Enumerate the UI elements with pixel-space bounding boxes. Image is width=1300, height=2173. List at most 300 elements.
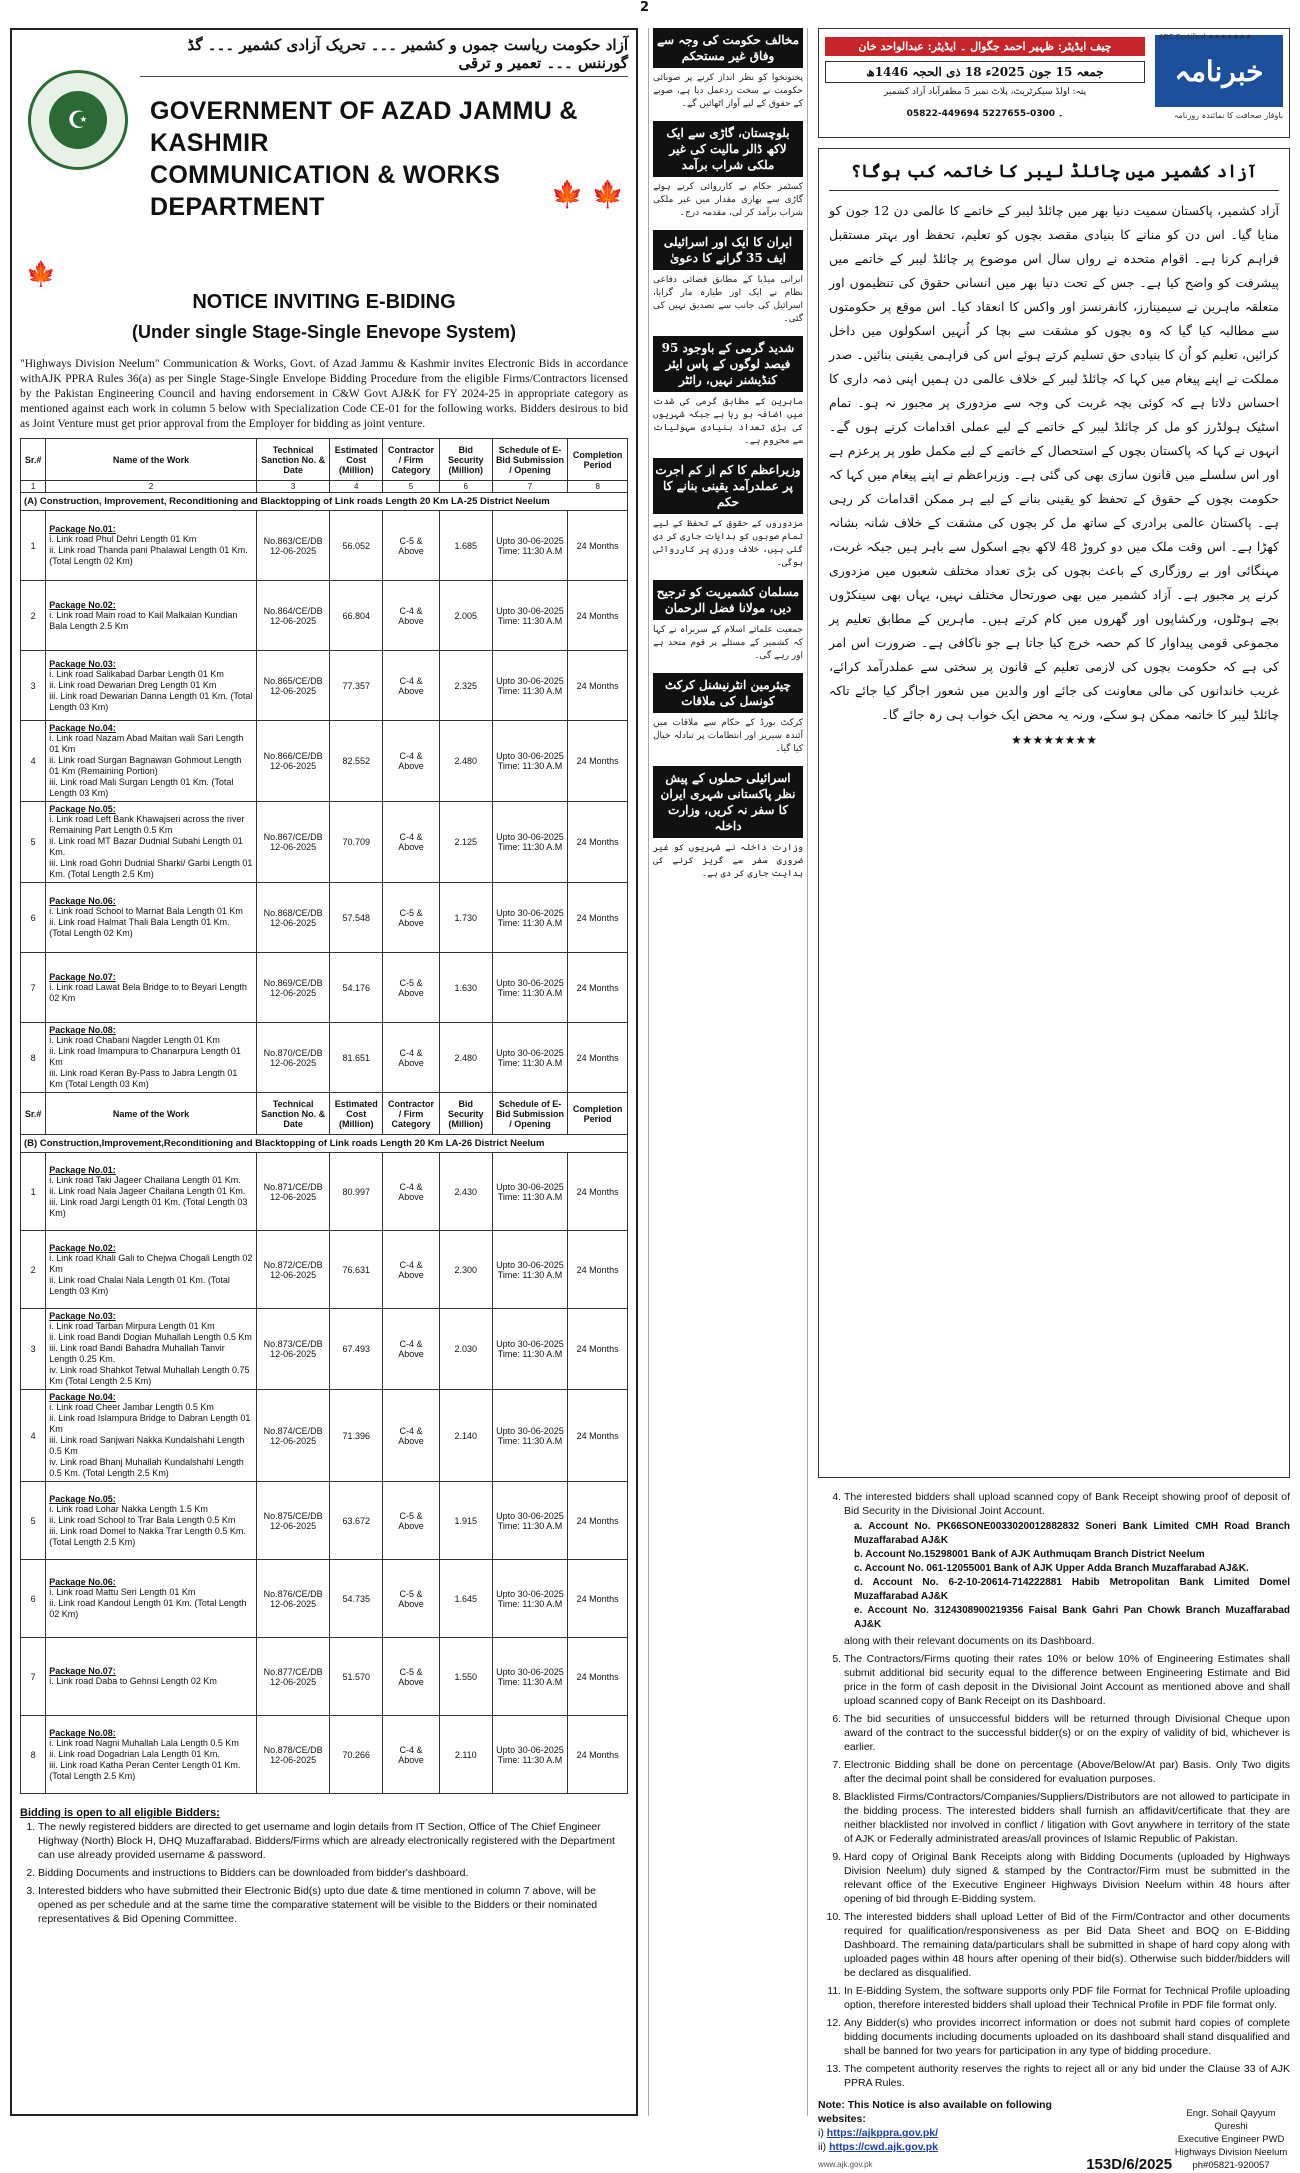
package-line: iii. Link road Mali Surgan Length 01 Km. (Total Length 03 Km): [49, 777, 234, 798]
abc-certified-badge: ABC Certified ★★★★★★★: [1159, 33, 1252, 41]
security-cell: 2.110: [439, 1716, 492, 1794]
newspaper-logo: خبرنامہ: [1155, 35, 1283, 107]
sr-cell: 8: [21, 1716, 46, 1794]
package-line: iii. Link road Keran By-Pass to Jabra Length 01 Km (Total Length 03 Km): [49, 1068, 238, 1089]
news-body: پختونخوا کو نظر انداز کرنے پر صوبائی حکومت نے سخت ردعمل دیا ہے، صوبے کے حقوق کے لیے آواز اٹھائیں گے۔: [653, 73, 803, 109]
period-cell: 24 Months: [568, 883, 628, 953]
editor-line: چیف ایڈیٹر: ظہیر احمد جگوال ۔ ایڈیٹر: عبدالواحد خان: [825, 37, 1145, 56]
sanction-cell: No.870/CE/DB 12-06-2025: [256, 1023, 330, 1093]
package-line: i. Link road Khali Gali to Chejwa Chogali Length 02 Km: [49, 1252, 253, 1274]
period-cell: 24 Months: [568, 1153, 628, 1231]
sr-cell: 8: [21, 1023, 46, 1093]
col-sr: Sr.#: [21, 439, 46, 481]
sr-cell: 2: [21, 1231, 46, 1309]
table-row: [21, 1390, 628, 1482]
news-headline: وزیراعظم کا کم از کم اجرت پر عملدرآمد یقینی بنانے کا حکم: [653, 458, 803, 514]
condition-item: 5. The Contractors/Firms quoting their rates 10% or below 10% of Engineering Estimates shall submit additional bid security equal to the difference between Engineering Estimate and Bid price in the form of cash deposit in the Divisional Joint Account as mentioned above and shall upload scanned copy of Bank Receipt on its Dashboard.: [844, 1652, 1290, 1708]
news-body: کرکٹ بورڈ کے حکام سے ملاقات میں آئندہ سیریز اور انتظامات پر تبادلہ خیال کیا گیا۔: [653, 718, 803, 754]
condition-item: 12. Any Bidder(s) who provides incorrect information or does not submit hard copies of complete bidding documents including documents uploaded on its dashboard shall stand disqualified and shall be banned for two years for participation in any type of bidding procedure.: [844, 2016, 1290, 2058]
signature-block: [1172, 2107, 1290, 2172]
package-line: i. Link road Lohar Nakka Length 1.5 Km: [49, 1503, 208, 1514]
cost-cell: 80.997: [330, 1153, 383, 1231]
security-cell: 1.685: [439, 511, 492, 581]
news-item: [653, 230, 803, 326]
ajkppra-link[interactable]: https://ajkppra.gov.pk/: [826, 2127, 938, 2139]
works-table: Sr.# Name of the Work Technical Sanction No. & Date Estimated Cost (Million) Contractor / Firm Category Bid Security (Million) Schedule of E-Bid Submission / Opening Completion Period 1 2 3 4 5 6 7 8 (A) Construction, Improvement, Reconditioning and Blacktopping of Link roads Length 20 Km LA-25 District Neelum 1 Package No.01: i. Link road Phul Dehri Length 01 Km ii. Link road Thanda pani Phalawal Length 01 Km. (Total Length 02 Km) No.863/CE/DB 12-06-2025 56.052 C-5 & Above 1.685 Upto 30-06-2025 Time: 11:30 A.M 24 Months 2 Package No.02: i. Link road Main road to Kail Malkalan Kundian Bala Length 2.5 Km No.864/CE/DB 12-06-2025 66.804 C-4 & Above 2.005 Upto 30-06-2025 Time: 11:30 A.M 24 Months 3 Package No.03: i. Link road Salikabad Darbar Length 01 Km ii. Link road Dewarian Dreg Length 01 Km iii. Link road Dewarian Danna Length 01 Km. (Total Length 03 Km) No.865/CE/DB 12-06-2025 77.357 C-4 & Above 2.325 Upto 30-06-2025 Time: 11:30 A.M 24 Months 4 Package No.04: i. Link road Nazam Abad Maitan wali Sari Length 01 Km ii. Link road Surgan Bagnawan Gohmout Length 01 Km (Remaining Portion) iii. Link road Mali Surgan Length 01 Km. (Total Length 03 Km) No.866/CE/DB 12-06-2025 82.552 C-4 & Above 2.480 Upto 30-06-2025 Time: 11:30 A.M 24 Months 5 Package No.05: i. Link road Left Bank Khawajseri across the river Remaining Part Length 0.5 Km ii. Link road MT Bazar Dudnial Subahi Length 01 Km. iii. Link road Gohri Dudnial Sharki/ Garbi Length 01 Km. (Total Length 2.5 Km) No.867/CE/DB 12-06-2025 70.709 C-4 & Above 2.125 Upto 30-06-2025 Time: 11:30 A.M 24 Months 6 Package No.06: i. Link road School to Marnat Bala Length 01 Km ii. Link road Halmat Thali Bala Length 01 Km. (Total Length 02 Km) No.868/CE/DB 12-06-2025 57.548 C-5 & Above 1.730 Upto 30-06-2025 Time: 11:30 A.M 24 Months 7 Package No.07: i. Link road Lawat Bela Bridge to to Beyari Length 02 Km No.869/CE/DB 12-06-2025 54.176 C-5 & Above 1.630 Upto 30-06-2025 Time: 11:30 A.M 24 Months 8 Package No.08: i. Link road Chabani Nagder Length 01 Km ii. Link road Imampura to Chanarpura Length 01 Km iii. Link road Keran By-Pass to Jabra Length 01 Km (Total Length 03 Km) No.870/CE/DB 12-06-2025 81.651 C-4 & Above 2.480 Upto 30-06-2025 Time: 11:30 A.M 24 Months Sr.# Name of the Work Technical Sanction No. & Date Estimated Cost (Million) Contractor / Firm Category Bid Security (Million) Schedule of E-Bid Submission / Opening Completion Period (B) Construction,Improvement,Reconditioning and Blacktopping of Link roads Length 20 Km LA-26 District Neelum 1 Package No.01: i. Link road Taki Jageer Chailana Length 01 Km. ii. Link road Nala Jageer Chailana Length 01 Km. iii. Link road Jargi Length 01 Km. (Total Length 03 Km) No.871/CE/DB 12-06-2025 80.997 C-4 & Above 2.430 Upto 30-06-2025 Time: 11:30 A.M 24 Months 2 Package No.02: i. Link road Khali Gali to Chejwa Chogali Length 02 Km ii. Link road Chalai Nala Length 01 Km. (Total Length 03 Km) No.872/CE/DB 12-06-2025 76.631 C-4 & Above 2.300 Upto 30-06-2025 Time: 11:30 A.M 24 Months 3 Package No.03: i. Link road Tarban Mirpura Length 01 Km ii. Link road Bandi Dogian Muhallah Length 0.5 Km iii. Link road Bandi Bahadra Muhallah Tanvir Length 0.25 Km. iv. Link road Shahkot Tetwal Muhallah Length 0.75 Km (Total Length 2.5 Km) No.873/CE/DB 12-06-2025 67.493 C-4 & Above 2.030 Upto 30-06-2025 Time: 11:30 A.M 24 Months 4 Package No.04: i. Link road Cheer Jambar Length 0.5 Km ii. Link road Islampura Bridge to Dabran Length 01 Km iii. Link road Sanjwari Nakka Kundalshahi Length 0.5 Km iv. Link road Bhanj Muhallah Kundalshahi Length 0.5 Km. (Total Length 2.5 Km) No.874/CE/DB 12-06-2025 71.396 C-4 & Above 2.140 Upto 30-06-2025 Time: 11:30 A.M 24 Months 5 Package No.05: i. Link road Lohar Nakka Length 1.5 Km ii. Link road School to Trar Bala Length 0.5 Km iii. Link road Domel to Nakka Trar Length 0.5 Km. (Total Length 2.5 Km) No.875/CE/DB 12-06-2025 63.672 C-5 & Above 1.915 Upto 30-06-2025 Time: 11:30 A.M 24 Months 6 Package No.06: i. Link road Mattu Seri Length 01 Km ii. Link road Kandoul Length 01 Km. (Total Length 02 Km) No.876/CE/DB 12-06-2025 54.735 C-5 & Above 1.645 Upto 30-06-2025 Time: 11:30 A.M 24 Months 7 Package No.07: i. Link road Daba to Gehnsi Length 02 Km No.877/CE/DB 12-06-2025 51.570 C-5 & Above 1.550 Upto 30-06-2025 Time: 11:30 A.M 24 Months 8 Package No.08: i. Link road Nagni Muhallah Lala Length 0.5 Km ii. Link road Dogadrian Lala Length 01 Km. iii. Link road Katha Peran Center Length 01 Km. (Total Length 2.5 Km) No.878/CE/DB 12-06-2025 70.266 C-4 & Above 2.110 Upto 30-06-2025 Time: 11:30 A.M 24 Months: [20, 438, 628, 1794]
notice-footer: Note: This Notice is also available on following websites: i) https://ajkppra.gov.pk/ ii) https://cwd.ajk.gov.pk www.ajk.gov.pk 153D/6/2025 Engr. Sohail Qayyum Qureshi Executive Engineer PWD Highways Division Neelum ph#05821-920057: [818, 2098, 1290, 2172]
sr-cell: 3: [21, 1309, 46, 1390]
col-schedule: Schedule of E-Bid Submission / Opening: [492, 1093, 568, 1135]
bidding-eligibility: [20, 1806, 628, 1926]
table-row: [21, 953, 628, 1023]
period-cell: 24 Months: [568, 1023, 628, 1093]
cost-cell: 51.570: [330, 1638, 383, 1716]
cost-cell: 71.396: [330, 1390, 383, 1482]
condition-item: 11. In E-Bidding System, the software supports only PDF file Format for Technical Profile uploading option, therefore interested bidders shall upload their Technical Profile in PDF file format only.: [844, 1984, 1290, 2012]
issue-date: جمعہ 15 جون 2025ء 18 ذی الحجہ 1446ھ: [825, 61, 1145, 83]
package-title: Package No.04:: [49, 1392, 116, 1402]
bidding-points: [20, 1820, 628, 1926]
sanction-cell: No.875/CE/DB 12-06-2025: [256, 1482, 330, 1560]
period-cell: 24 Months: [568, 581, 628, 651]
category-cell: C-4 & Above: [383, 1231, 440, 1309]
condition-item: 6. The bid securities of unsuccessful bidders will be returned through Divisional Cheque upon award of the contract to the successful bidder(s) or on the expiry of validity of bid, whichever is earlier.: [844, 1712, 1290, 1754]
sanction-cell: No.865/CE/DB 12-06-2025: [256, 651, 330, 721]
table-row: [21, 1638, 628, 1716]
cost-cell: 70.266: [330, 1716, 383, 1794]
bank-account: e. Account No. 3124308900219356 Faisal Bank Gahri Pan Chowk Branch Muzaffarabad AJ&K: [854, 1605, 1290, 1630]
col-cost: Estimated Cost (Million): [330, 439, 383, 481]
sr-cell: 5: [21, 1482, 46, 1560]
package-line: i. Link road Phul Dehri Length 01 Km: [49, 534, 197, 544]
sanction-cell: No.871/CE/DB 12-06-2025: [256, 1153, 330, 1231]
websites-note: Note: This Notice is also available on following websites:: [818, 2099, 1052, 2125]
cost-cell: 54.176: [330, 953, 383, 1023]
sr-cell: 7: [21, 953, 46, 1023]
category-cell: C-5 & Above: [383, 511, 440, 581]
table-row: [21, 802, 628, 883]
news-item: [653, 121, 803, 220]
news-headline: اسرائیلی حملوں کے پیش نظر پاکستانی شہری ایران کا سفر نہ کریں، وزارت داخلہ: [653, 766, 803, 838]
package-line: ii. Link road MT Bazar Dudnial Subahi Length 01 Km.: [49, 836, 243, 857]
sr-cell: 3: [21, 651, 46, 721]
schedule-cell: Upto 30-06-2025 Time: 11:30 A.M: [492, 802, 568, 883]
security-cell: 1.645: [439, 1560, 492, 1638]
package-line: ii. Link road Dogadrian Lala Length 01 Km.: [49, 1748, 220, 1759]
package-line: iii. Link road Katha Peran Center Length 01 Km. (Total Length 2.5 Km): [49, 1759, 241, 1781]
package-title: Package No.08:: [49, 1025, 116, 1035]
package-line: ii. Link road School to Trar Bala Length 0.5 Km: [49, 1514, 236, 1525]
condition-item: 10. The interested bidders shall upload Letter of Bid of the Firm/Contractor and other documents required for qualification/responsiveness as per Bid Data Sheet and BOQ on E-Bidding Dashboard. The remaining data/particulars shall be submitted in shape of hard copy along with uploaded pages within 48 hours after opening of their bid(s). Otherwise such bidder/bidders will be declared as disqualified.: [844, 1910, 1290, 1980]
sr-cell: 6: [21, 1560, 46, 1638]
period-cell: 24 Months: [568, 721, 628, 802]
package-line: i. Link road Left Bank Khawajseri across the river Remaining Part Length 0.5 Km: [49, 814, 245, 835]
schedule-cell: Upto 30-06-2025 Time: 11:30 A.M: [492, 953, 568, 1023]
package-title: Package No.03:: [49, 658, 116, 669]
package-line: iii. Link road Dewarian Danna Length 01 Km. (Total Length 03 Km): [49, 690, 253, 712]
security-cell: 1.730: [439, 883, 492, 953]
cost-cell: 66.804: [330, 581, 383, 651]
col-schedule: Schedule of E-Bid Submission / Opening: [492, 439, 568, 481]
notice-subtitle: (Under single Stage-Single Enevope System): [131, 322, 517, 342]
col-sanction: Technical Sanction No. & Date: [256, 439, 330, 481]
news-item: [653, 458, 803, 570]
package-line: i. Link road Nazam Abad Maitan wali Sari Length 01 Km: [49, 733, 244, 754]
sr-cell: 4: [21, 1390, 46, 1482]
schedule-cell: Upto 30-06-2025 Time: 11:30 A.M: [492, 511, 568, 581]
period-cell: 24 Months: [568, 1638, 628, 1716]
news-headline: ایران کا ایک اور اسرائیلی ایف 35 گرانے کا دعویٰ: [653, 230, 803, 270]
sr-cell: 7: [21, 1638, 46, 1716]
package-line: ii. Link road Thanda pani Phalawal Length 01 Km. (Total Length 02 Km): [49, 545, 248, 566]
period-cell: 24 Months: [568, 1716, 628, 1794]
col-name: Name of the Work: [46, 1093, 257, 1135]
period-cell: 24 Months: [568, 651, 628, 721]
condition-item: 13. The competent authority reserves the rights to reject all or any bid under the Clause 33 of AJK PPRA Rules.: [844, 2062, 1290, 2090]
period-cell: 24 Months: [568, 1390, 628, 1482]
schedule-cell: Upto 30-06-2025 Time: 11:30 A.M: [492, 1716, 568, 1794]
editorial: [818, 148, 1290, 1478]
col-period: Completion Period: [568, 439, 628, 481]
news-headline: مخالف حکومت کی وجہ سے وفاق غیر مستحکم: [653, 28, 803, 68]
security-cell: 2.005: [439, 581, 492, 651]
table-row: [21, 883, 628, 953]
package-line: i. Link road Main road to Kail Malkalan Kundian Bala Length 2.5 Km: [49, 609, 238, 631]
condition-item: 7. Electronic Bidding shall be done on percentage (Above/Below/At par) Basis. Only Two digits after the decimal point shall be considered for evaluation purposes.: [844, 1758, 1290, 1786]
work-name-cell: [46, 1716, 257, 1794]
period-cell: 24 Months: [568, 1560, 628, 1638]
col-sanction: Technical Sanction No. & Date: [256, 1093, 330, 1135]
government-title: GOVERNMENT OF AZAD JAMMU & KASHMIR COMMUNICATION & WORKS DEPARTMENT: [150, 97, 578, 221]
period-cell: 24 Months: [568, 511, 628, 581]
signature-line: Executive Engineer PWD: [1177, 2134, 1285, 2145]
category-cell: C-4 & Above: [383, 1023, 440, 1093]
reference-number: 153D/6/2025: [1086, 2156, 1173, 2173]
notice-intro: "Highways Division Neelum" Communication & Works, Govt. of Azad Jammu & Kashmir invites Electronic Bids in accordance withAJK PPRA Rules 36(a) as per Single Stage-Single Envelope Bidding Procedure from the eligible Firms/Contractors licensed by the Pakistan Engineering Council and having endorsement in C&W Govt AJ&K for FY 2024-25 in appropriate category as mentioned against each work in column 5 below with Specialization Code CE-01 for the following works. Bidders desirous to bid as Joint Venture must get prior approval from the Employer for bidding as joint venture.: [20, 358, 628, 430]
cost-cell: 76.631: [330, 1231, 383, 1309]
section-a-heading: (A) Construction, Improvement, Reconditioning and Blacktopping of Link roads Length 20 Km LA-25 District Neelum: [21, 493, 628, 511]
cost-cell: 57.548: [330, 883, 383, 953]
category-cell: C-5 & Above: [383, 1482, 440, 1560]
work-name-cell: [46, 651, 257, 721]
work-name-cell: [46, 802, 257, 883]
newspaper-address: پتہ: اولڈ سیکرٹریٹ، پلاٹ نمبر 5 مظفرآباد آزاد کشمیر: [883, 87, 1087, 97]
schedule-cell: Upto 30-06-2025 Time: 11:30 A.M: [492, 581, 568, 651]
cost-cell: 67.493: [330, 1309, 383, 1390]
package-title: Package No.05:: [49, 1493, 116, 1504]
security-cell: 2.030: [439, 1309, 492, 1390]
bidding-point: 3. Interested bidders who have submitted their Electronic Bid(s) upto due date & time mentioned in column 7 above, will be opened as per schedule and at the same time the comparative statement will be visible to the Bidders or their nominated representatives & Bid Opening Committee.: [38, 1884, 628, 1926]
package-line: i. Link road School to Marnat Bala Length 01 Km: [49, 906, 243, 916]
work-name-cell: [46, 1390, 257, 1482]
news-item: [653, 673, 803, 756]
work-name-cell: [46, 721, 257, 802]
package-line: i. Link road Tarban Mirpura Length 01 Km: [49, 1321, 215, 1331]
security-cell: 2.300: [439, 1231, 492, 1309]
schedule-cell: Upto 30-06-2025 Time: 11:30 A.M: [492, 1638, 568, 1716]
package-line: i. Link road Nagni Muhallah Lala Length 0.5 Km: [49, 1737, 239, 1748]
category-cell: C-5 & Above: [383, 953, 440, 1023]
schedule-cell: Upto 30-06-2025 Time: 11:30 A.M: [492, 1153, 568, 1231]
schedule-cell: Upto 30-06-2025 Time: 11:30 A.M: [492, 1390, 568, 1482]
bank-account: c. Account No. 061-12055001 Bank of AJK Upper Adda Branch Muzaffarabad AJ&K.: [854, 1563, 1249, 1574]
category-cell: C-4 & Above: [383, 1716, 440, 1794]
news-body: ماہرین کے مطابق گرمی کی شدت میں اضافہ ہو رہا ہے جبکہ شہریوں کی بڑی تعداد بنیادی سہولیات سے محروم ہے۔: [653, 397, 803, 446]
page-number: 2: [640, 0, 650, 15]
package-line: ii. Link road Islampura Bridge to Dabran Length 01 Km: [49, 1413, 251, 1434]
newspaper-slogan: باوقار صحافت کا نمائندہ روزنامہ: [1173, 111, 1283, 120]
package-line: iv. Link road Shahkot Tetwal Muhallah Length 0.75 Km (Total Length 2.5 Km): [49, 1365, 250, 1386]
work-name-cell: [46, 581, 257, 651]
package-line: i. Link road Lawat Bela Bridge to to Beyari Length 02 Km: [49, 981, 247, 1003]
sanction-cell: No.863/CE/DB 12-06-2025: [256, 511, 330, 581]
bank-account: d. Account No. 6-2-10-20614-714222881 Habib Metropolitan Bank Limited Domel Muzaffarabad AJ&K: [854, 1577, 1290, 1602]
period-cell: 24 Months: [568, 953, 628, 1023]
category-cell: C-4 & Above: [383, 1153, 440, 1231]
work-name-cell: [46, 1638, 257, 1716]
schedule-cell: Upto 30-06-2025 Time: 11:30 A.M: [492, 1309, 568, 1390]
editorial-body: آزاد کشمیر، پاکستان سمیت دنیا بھر میں چائلڈ لیبر کے خاتمے کا عالمی دن 12 جون کو منایا گیا۔ اس دن کو منانے کا بنیادی مقصد بچوں کو تعلیم، تحفظ اور بہتر مستقبل فراہم کرنا ہے۔ اقوام متحدہ نے رواں سال اس موضوع پر چائلڈ لیبر کے خاتمے میں پیشرفت کو واضح کیا ہے۔ جس کے تحت دنیا بھر میں انسانی حقوق کی تنظیموں اور متعلقہ ماہرین نے سیمینارز، کانفرنسز اور واکس کا انعقاد کیا۔ اس موقع پر حکومتوں سے مطالبہ کیا گیا کہ وہ بچوں کو مشقت سے بچا کر اُنہیں اسکولوں میں داخل کرائیں، تعلیم کو اُن کا بنیادی حق تسلیم کرتے ہوئے اس کی فراہمی یقینی بنائیں۔ صدر مملکت نے اپنے پیغام میں کہا کہ چائلڈ لیبر کے خلاف عالمی دن ہمیں اپنی ذمہ داری کا احساس دلاتا ہے کہ کوئی بچہ غربت کی وجہ سے مزدوری پر مجبور نہ ہو۔ تمام اسٹیک ہولڈرز کو مل کر چائلڈ لیبر کے خاتمے کے لیے عملی اقدامات کرنے ہوں گے۔ انہوں نے کہا کہ پاکستان بچوں کے استحصال کے خاتمے کے لیے مکمل طور پر پرعزم ہے اور اس سلسلے میں قانون سازی بھی کی گئی ہے۔ وزیراعظم نے اپنے پیغام میں کہا کہ حکومت بچوں کے حقوق کے تحفظ کو یقینی بنانے کے لیے ہر ممکن اقدامات کر رہی ہے۔ پاکستان عالمی برادری کے ساتھ مل کر بچوں کی مشقت کے خلاف شانہ بشانہ کھڑا ہے۔ اس وقت ملک میں دو کروڑ 48 لاکھ بچے اسکول سے باہر ہیں جبکہ غربت، مہنگائی اور بے روزگاری کے باعث بچوں کی بڑی تعداد مختلف شعبوں میں مزدوری کرنے پر مجبور ہے۔ آزاد کشمیر میں بھی صورتحال مختلف نہیں، یہاں بھی سینکڑوں بچے ہوٹلوں، ورکشاپوں اور گھروں میں کام کرتے ہیں۔ ماہرین کے مطابق تعلیم پر مجموعی قومی پیداوار کا کم حصہ خرچ کیا جاتا ہے جو ناکافی ہے۔ ضرورت اس امر کی ہے کہ حکومت بچوں کی لازمی تعلیم کے قانون پر سختی سے عملدرآمد کرائے، غریب خاندانوں کی مالی معاونت کی جائے اور والدین میں شعور اجاگر کیا جائے تاکہ چائلڈ لیبر کا خاتمہ ممکن ہو سکے، ورنہ یہ محض ایک خواب ہی رہ جائے گا۔: [829, 203, 1279, 722]
category-cell: C-5 & Above: [383, 1560, 440, 1638]
security-cell: 2.140: [439, 1390, 492, 1482]
notice-title: NOTICE INVITING E-BIDING: [192, 291, 456, 313]
cost-cell: 70.709: [330, 802, 383, 883]
package-line: iv. Link road Bhanj Muhallah Kundalshahi Length 0.5 Km. (Total Length 2.5 Km): [49, 1457, 244, 1478]
news-body: مزدوروں کے حقوق کے تحفظ کے لیے تمام صوبوں کو ہدایات جاری کر دی گئی ہیں، خلاف ورزی پر کارروائی ہوگی۔: [653, 519, 803, 568]
bank-account: b. Account No.15298001 Bank of AJK Authmuqam Branch District Neelum: [854, 1549, 1205, 1560]
table-row: [21, 1309, 628, 1390]
table-row: [21, 721, 628, 802]
bank-account: a. Account No. PK66SONE0033020012882832 Soneri Bank Limited CMH Road Branch Muzaffarabad AJ&K: [854, 1521, 1290, 1546]
package-line: ii. Link road Surgan Bagnawan Gohmout Length 01 Km (Remaining Portion): [49, 755, 242, 776]
sr-cell: 1: [21, 1153, 46, 1231]
table-row: [21, 1482, 628, 1560]
schedule-cell: Upto 30-06-2025 Time: 11:30 A.M: [492, 1023, 568, 1093]
work-name-cell: [46, 511, 257, 581]
urdu-banner: آزاد حکومت ریاست جموں و کشمیر ۔۔۔ تحریک آزادی کشمیر ۔۔۔ گڈ گورننس ۔۔۔ تعمیر و ترقی: [140, 36, 628, 77]
package-title: Package No.06:: [49, 1577, 116, 1587]
right-column: [818, 28, 1290, 2173]
work-name-cell: [46, 1309, 257, 1390]
schedule-cell: Upto 30-06-2025 Time: 11:30 A.M: [492, 1560, 568, 1638]
work-name-cell: [46, 1560, 257, 1638]
period-cell: 24 Months: [568, 802, 628, 883]
news-body: وزارت داخلہ نے شہریوں کو غیر ضروری سفر سے گریز کرنے کی ہدایت جاری کر دی ہے۔: [653, 843, 803, 879]
work-name-cell: [46, 1153, 257, 1231]
package-line: i. Link road Chabani Nagder Length 01 Km: [49, 1035, 220, 1045]
sanction-cell: No.874/CE/DB 12-06-2025: [256, 1390, 330, 1482]
schedule-cell: Upto 30-06-2025 Time: 11:30 A.M: [492, 651, 568, 721]
sanction-cell: No.867/CE/DB 12-06-2025: [256, 802, 330, 883]
news-headline: بلوچستان، گاڑی سے ایک لاکھ ڈالر مالیت کی غیر ملکی شراب برآمد: [653, 121, 803, 177]
table-row: [21, 1560, 628, 1638]
sanction-cell: No.868/CE/DB 12-06-2025: [256, 883, 330, 953]
security-cell: 2.480: [439, 721, 492, 802]
sr-cell: 2: [21, 581, 46, 651]
condition-item: 9. Hard copy of Original Bank Receipts along with Bidding Documents (uploaded by Highways Division Neelum) duly signed & stamped by the Contractor/Firm must be submitted in the relevant office of the Executive Engineer Highways Division Neelum within 48 hours after opening of bid through E-Bidding system.: [844, 1850, 1290, 1906]
package-line: iii. Link road Bandi Bahadra Muhallah Tanvir Length 0.25 Km.: [49, 1343, 225, 1364]
bank-accounts: [844, 1520, 1290, 1632]
col-security: Bid Security (Million): [439, 1093, 492, 1135]
news-body: جمعیت علمائے اسلام کے سربراہ نے کہا کہ کشمیر کے مسئلے پر قوم متحد ہے اور رہے گی۔: [653, 625, 803, 661]
schedule-cell: Upto 30-06-2025 Time: 11:30 A.M: [492, 721, 568, 802]
security-cell: 1.915: [439, 1482, 492, 1560]
maple-leaf-icon: 🍁: [26, 260, 56, 288]
cost-cell: 77.357: [330, 651, 383, 721]
sanction-cell: No.878/CE/DB 12-06-2025: [256, 1716, 330, 1794]
security-cell: 2.325: [439, 651, 492, 721]
news-column: [648, 28, 808, 2116]
package-title: Package No.01:: [49, 524, 116, 534]
schedule-cell: Upto 30-06-2025 Time: 11:30 A.M: [492, 1482, 568, 1560]
newspaper-phone: 05822-449694 ۔ 0300-5227655: [906, 109, 1064, 119]
period-cell: 24 Months: [568, 1482, 628, 1560]
table-row: [21, 1153, 628, 1231]
news-headline: چیئرمین انٹرنیشنل کرکٹ کونسل کی ملاقات: [653, 673, 803, 713]
category-cell: C-4 & Above: [383, 721, 440, 802]
package-line: iii. Link road Gohri Dudnial Sharki/ Garbi Length 01 Km. (Total Length 2.5 Km): [49, 858, 253, 879]
col-category: Contractor / Firm Category: [383, 439, 440, 481]
tender-conditions: [818, 1490, 1290, 2172]
sanction-cell: No.869/CE/DB 12-06-2025: [256, 953, 330, 1023]
cost-cell: 63.672: [330, 1482, 383, 1560]
signature-line: ph#05821-920057: [1192, 2160, 1270, 2171]
table-row: [21, 1023, 628, 1093]
col-period: Completion Period: [568, 1093, 628, 1135]
cost-cell: 56.052: [330, 511, 383, 581]
category-cell: C-5 & Above: [383, 1638, 440, 1716]
package-line: ii. Link road Chalai Nala Length 01 Km. (Total Length 03 Km): [49, 1274, 230, 1296]
package-line: i. Link road Daba to Gehnsi Length 02 Km: [49, 1676, 217, 1686]
news-body: ایرانی میڈیا کے مطابق فضائی دفاعی نظام نے ایک اور طیارہ مار گرایا، اسرائیل کی جانب سے تصدیق نہیں کی گئی۔: [653, 275, 803, 324]
package-line: i. Link road Taki Jageer Chailana Length 01 Km.: [49, 1174, 241, 1185]
table-row: [21, 1716, 628, 1794]
work-name-cell: [46, 883, 257, 953]
security-cell: 2.125: [439, 802, 492, 883]
package-line: ii. Link road Nala Jageer Chailana Length 01 Km.: [49, 1185, 246, 1196]
col-category: Contractor / Firm Category: [383, 1093, 440, 1135]
condition-item: 4. The interested bidders shall upload scanned copy of Bank Receipt showing proof of deposit of Bid Security in the Divisional Joint Account. a. Account No. PK66SONE0033020012882832 Soneri Bank Limited CMH Road Branch Muzaffarabad AJ&K b. Account No.15298001 Bank of AJK Authmuqam Branch District Neelum c. Account No. 061-12055001 Bank of AJK Upper Adda Branch Muzaffarabad AJ&K. d. Account No. 6-2-10-20614-714222881 Habib Metropolitan Bank Limited Domel Muzaffarabad AJ&K e. Account No. 3124308900219356 Faisal Bank Gahri Pan Chowk Branch Muzaffarabad AJ&K along with their relevant documents on its Dashboard.: [844, 1490, 1290, 1648]
schedule-cell: Upto 30-06-2025 Time: 11:30 A.M: [492, 883, 568, 953]
package-line: ii. Link road Halmat Thali Bala Length 01 Km. (Total Length 02 Km): [49, 917, 230, 938]
category-cell: C-4 & Above: [383, 1390, 440, 1482]
table-row: [21, 511, 628, 581]
col-security: Bid Security (Million): [439, 439, 492, 481]
cwd-link[interactable]: https://cwd.ajk.gov.pk: [829, 2141, 938, 2153]
schedule-cell: Upto 30-06-2025 Time: 11:30 A.M: [492, 1231, 568, 1309]
bidding-header: Bidding is open to all eligible Bidders:: [20, 1807, 220, 1819]
sanction-cell: No.864/CE/DB 12-06-2025: [256, 581, 330, 651]
package-title: Package No.01:: [49, 1164, 116, 1175]
news-item: [653, 28, 803, 111]
conditions-list: [818, 1490, 1290, 2090]
package-line: ii. Link road Bandi Dogian Muhallah Length 0.5 Km: [49, 1332, 252, 1342]
work-name-cell: [46, 1231, 257, 1309]
sanction-cell: No.877/CE/DB 12-06-2025: [256, 1638, 330, 1716]
category-cell: C-4 & Above: [383, 802, 440, 883]
newspaper-masthead: [818, 28, 1290, 138]
section-b-heading: (B) Construction,Improvement,Reconditioning and Blacktopping of Link roads Length 20 Km LA-26 District Neelum: [21, 1135, 628, 1153]
editorial-stars: ★★★★★★★★: [1010, 733, 1098, 747]
table-row: [21, 581, 628, 651]
footer-url: www.ajk.gov.pk: [818, 2160, 873, 2169]
period-cell: 24 Months: [568, 1309, 628, 1390]
news-headline: مسلمان کشمیریت کو ترجیح دیں، مولانا فضل الرحمان: [653, 580, 803, 620]
package-title: Package No.07:: [49, 971, 116, 982]
cost-cell: 81.651: [330, 1023, 383, 1093]
period-cell: 24 Months: [568, 1231, 628, 1309]
signature-line: Highways Division Neelum: [1174, 2147, 1288, 2158]
package-title: Package No.03:: [49, 1311, 116, 1321]
package-title: Package No.02:: [49, 1242, 116, 1253]
work-name-cell: [46, 1023, 257, 1093]
sr-cell: 6: [21, 883, 46, 953]
editorial-title: آزاد کشمیر میں چائلڈ لیبر کا خاتمہ کب ہوگا؟: [829, 157, 1279, 191]
work-name-cell: [46, 953, 257, 1023]
sanction-cell: No.866/CE/DB 12-06-2025: [256, 721, 330, 802]
category-cell: C-4 & Above: [383, 1309, 440, 1390]
cost-cell: 82.552: [330, 721, 383, 802]
signature-line: Engr. Sohail Qayyum Qureshi: [1186, 2108, 1276, 2132]
condition-item: 8. Blacklisted Firms/Contractors/Companies/Suppliers/Distributors are not allowed to participate in the bidding process. The interested bidders shall furnish an affidavit/certificate that they are neither blacklisted nor involved in conflict / litigation with Govt anywhere in territory of the state of AJK or Federally administrated areas/all provinces of Islamic Republic of Pakistan.: [844, 1790, 1290, 1846]
maple-leaf-icon: 🍁 🍁: [550, 180, 624, 210]
sr-cell: 1: [21, 511, 46, 581]
package-line: i. Link road Mattu Seri Length 01 Km: [49, 1587, 196, 1597]
package-title: Package No.04:: [49, 723, 116, 733]
col-cost: Estimated Cost (Million): [330, 1093, 383, 1135]
package-line: i. Link road Salikabad Darbar Length 01 Km: [49, 668, 224, 679]
tender-notice: [10, 28, 638, 2116]
ajk-emblem-icon: ☪: [28, 70, 128, 170]
table-row: [21, 651, 628, 721]
bidding-point: 1. The newly registered bidders are directed to get username and login details from IT Section, Office of The Chief Engineer Highway (North) Block H, DHQ Muzaffarabad. Bidders/Firms which are already electronically registered with the Department can use already provided username & password.: [38, 1820, 628, 1862]
sr-cell: 4: [21, 721, 46, 802]
security-cell: 2.430: [439, 1153, 492, 1231]
package-title: Package No.02:: [49, 599, 116, 610]
package-line: iii. Link road Sanjwari Nakka Kundalshahi Length 0.5 Km: [49, 1435, 245, 1456]
news-item: [653, 336, 803, 448]
package-title: Package No.06:: [49, 896, 116, 906]
news-item: [653, 580, 803, 663]
category-cell: C-4 & Above: [383, 581, 440, 651]
cost-cell: 54.735: [330, 1560, 383, 1638]
work-name-cell: [46, 1482, 257, 1560]
security-cell: 1.630: [439, 953, 492, 1023]
package-title: Package No.05:: [49, 804, 116, 814]
news-headline: شدید گرمی کے باوجود 95 فیصد لوگوں کے پاس ایئر کنڈیشنر نہیں، رائٹر: [653, 336, 803, 392]
bidding-point: 2. Bidding Documents and instructions to Bidders can be downloaded from bidder's dashboard.: [38, 1866, 628, 1880]
package-line: ii. Link road Imampura to Chanarpura Length 01 Km: [49, 1046, 241, 1067]
package-title: Package No.07:: [49, 1666, 116, 1676]
sanction-cell: No.876/CE/DB 12-06-2025: [256, 1560, 330, 1638]
package-line: iii. Link road Jargi Length 01 Km. (Total Length 03 Km): [49, 1196, 248, 1218]
security-cell: 1.550: [439, 1638, 492, 1716]
sanction-cell: No.872/CE/DB 12-06-2025: [256, 1231, 330, 1309]
news-body: کسٹمز حکام نے کارروائی کرتے ہوئے گاڑی سے بھاری مقدار میں غیر ملکی شراب برآمد کر لی، مقدمہ درج۔: [653, 182, 803, 218]
table-row: [21, 1231, 628, 1309]
package-title: Package No.08:: [49, 1727, 116, 1738]
category-cell: C-5 & Above: [383, 883, 440, 953]
package-line: iii. Link road Domel to Nakka Trar Length 0.5 Km. (Total Length 2.5 Km): [49, 1525, 246, 1547]
col-sr: Sr.#: [21, 1093, 46, 1135]
package-line: ii. Link road Kandoul Length 01 Km. (Total Length 02 Km): [49, 1598, 247, 1619]
news-item: [653, 766, 803, 881]
sr-cell: 5: [21, 802, 46, 883]
security-cell: 2.480: [439, 1023, 492, 1093]
package-line: ii. Link road Dewarian Dreg Length 01 Km: [49, 679, 217, 690]
category-cell: C-4 & Above: [383, 651, 440, 721]
sanction-cell: No.873/CE/DB 12-06-2025: [256, 1309, 330, 1390]
